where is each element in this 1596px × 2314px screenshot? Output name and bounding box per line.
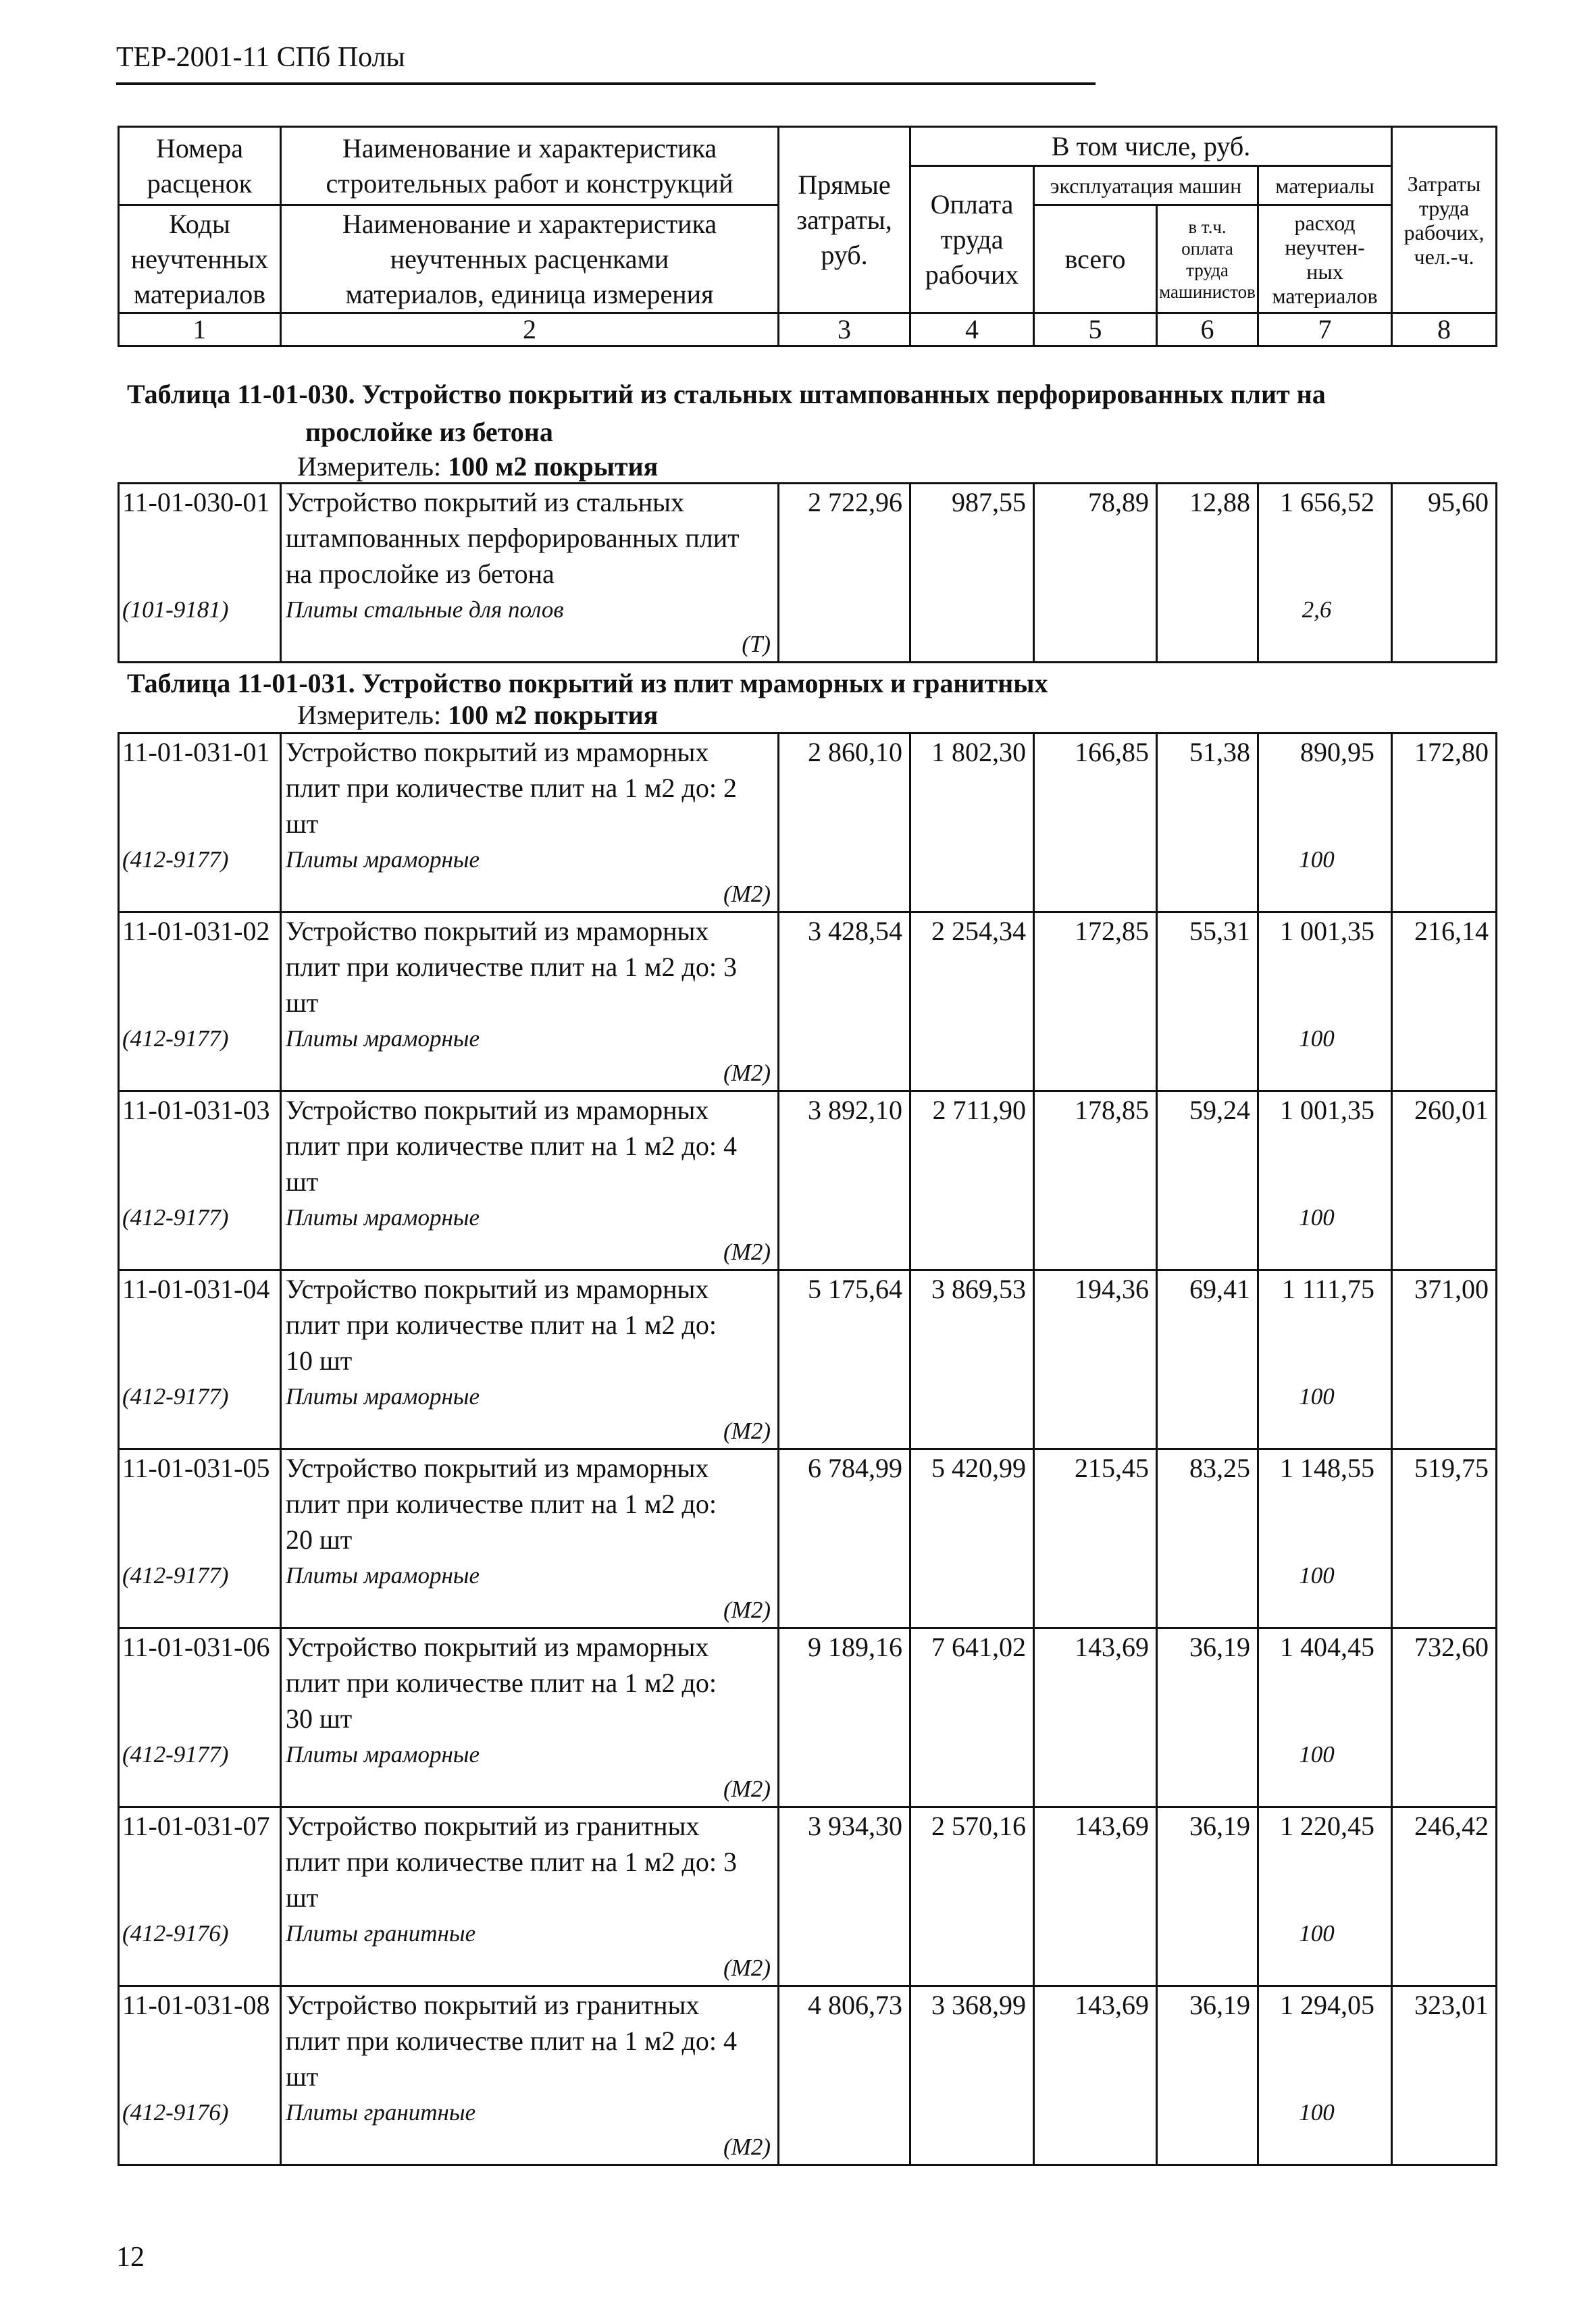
col1-bottom-header: Коды неучтенных материалов <box>119 205 281 313</box>
direct-cost: 3 934,30 <box>779 1807 910 1986</box>
spacer <box>1259 2023 1374 2059</box>
labor-hours: 216,14 <box>1392 912 1497 1091</box>
spacer <box>122 949 280 985</box>
materials-cell <box>1258 912 1392 1091</box>
materials-cost: 1 111,75 <box>1281 1274 1374 1304</box>
spacer <box>122 1343 280 1379</box>
rate-description-cell <box>281 1449 779 1628</box>
spacer <box>1259 1522 1374 1558</box>
materials-cost: 1 294,05 <box>1280 1990 1374 2020</box>
table-row <box>119 1270 1497 1449</box>
material-name: Плиты мраморные <box>286 1741 480 1768</box>
material-quantity: 100 <box>1299 1204 1335 1231</box>
rate-code-cell <box>119 1628 281 1807</box>
material-quantity: 100 <box>1299 1025 1335 1052</box>
spacer <box>122 556 280 592</box>
rate-code-cell <box>119 912 281 1091</box>
spacer <box>122 1880 280 1916</box>
spacer <box>122 1522 280 1558</box>
spacer <box>122 2023 280 2059</box>
material-unit: (М2) <box>723 1776 771 1802</box>
direct-cost: 2 722,96 <box>779 484 910 663</box>
labor-hours: 323,01 <box>1392 1986 1497 2165</box>
rate-description-line: Устройство покрытий из мраморных <box>286 1095 709 1125</box>
spacer <box>1259 949 1374 985</box>
material-unit: (М2) <box>723 1597 771 1623</box>
labor-cost: 987,55 <box>910 484 1034 663</box>
rate-description-cell <box>281 1091 779 1270</box>
materials-cost: 1 404,45 <box>1280 1632 1374 1662</box>
material-quantity: 100 <box>1299 2099 1335 2126</box>
section-title-030: Таблица 11-01-030. Устройство покрытий из стальных штампованных перфорированных плит на прослойке из бетона <box>127 379 1326 447</box>
rate-description-cell <box>281 1270 779 1449</box>
labor-cost: 2 570,16 <box>910 1807 1034 1986</box>
col3-header: Прямые затраты, руб. <box>779 127 910 313</box>
spacer <box>1259 556 1374 592</box>
labor-cost: 3 368,99 <box>910 1986 1034 2165</box>
labor-cost: 2 711,90 <box>910 1091 1034 1270</box>
labor-hours: 172,80 <box>1392 734 1497 912</box>
rate-code: 11-01-030-01 <box>122 487 270 517</box>
col6-header: в т.ч. оплата труда машинистов <box>1157 205 1258 313</box>
rate-description-line: плит при количестве плит на 1 м2 до: 3 <box>286 1847 738 1877</box>
table-row <box>119 1091 1497 1270</box>
materials-cell <box>1258 1449 1392 1628</box>
rate-description-line: Устройство покрытий из гранитных <box>286 1990 700 2020</box>
rate-code: 11-01-031-05 <box>122 1453 270 1483</box>
rate-code-cell <box>119 1807 281 1986</box>
material-quantity: 100 <box>1299 846 1335 873</box>
col2-top-header: Наименование и характеристика строительных работ и конструкций <box>281 127 779 205</box>
material-unit: (М2) <box>723 1239 771 1265</box>
machines-cost: 166,85 <box>1034 734 1157 912</box>
material-code: (412-9177) <box>122 846 229 873</box>
labor-hours: 371,00 <box>1392 1270 1497 1449</box>
spacer <box>1259 985 1374 1021</box>
rate-code-cell <box>119 1270 281 1449</box>
direct-cost: 2 860,10 <box>779 734 910 912</box>
labor-cost: 5 420,99 <box>910 1449 1034 1628</box>
material-unit: (М2) <box>723 2134 771 2160</box>
direct-cost: 5 175,64 <box>779 1270 910 1449</box>
materials-header: материалы <box>1258 166 1392 205</box>
table-row <box>119 484 1497 663</box>
col8-header: Затраты труда рабочих, чел.-ч. <box>1392 127 1497 313</box>
rate-description-line: плит при количестве плит на 1 м2 до: 3 <box>286 952 738 982</box>
spacer <box>1259 2059 1374 2094</box>
material-name: Плиты мраморные <box>286 1383 480 1410</box>
spacer <box>1259 770 1374 806</box>
rate-description-line: плит при количестве плит на 1 м2 до: <box>286 1489 717 1519</box>
material-unit: (М2) <box>723 1418 771 1444</box>
material-quantity: 100 <box>1299 1920 1335 1947</box>
operators-cost: 36,19 <box>1157 1986 1258 2165</box>
materials-cell <box>1258 1628 1392 1807</box>
table-row <box>119 1986 1497 2165</box>
rate-code-cell <box>119 734 281 912</box>
rate-code-cell <box>119 1091 281 1270</box>
labor-hours: 246,42 <box>1392 1807 1497 1986</box>
table-row <box>119 1807 1497 1986</box>
rates-table-031 <box>118 732 1497 2166</box>
section-measure-030: Измеритель: 100 м2 покрытия <box>297 451 659 482</box>
section-measure-031: Измеритель: 100 м2 покрытия <box>297 700 659 730</box>
rate-description-line: 10 шт <box>286 1345 353 1376</box>
materials-cost: 890,95 <box>1300 737 1374 767</box>
table-row <box>119 912 1497 1091</box>
materials-cost: 1 656,52 <box>1280 487 1374 517</box>
operators-cost: 12,88 <box>1157 484 1258 663</box>
rate-description-line: плит при количестве плит на 1 м2 до: <box>286 1668 717 1698</box>
page-header <box>116 39 1096 85</box>
spacer <box>1259 1880 1374 1916</box>
rate-description-line: шт <box>286 808 319 839</box>
rates-table-030 <box>118 482 1497 663</box>
machines-cost: 143,69 <box>1034 1628 1157 1807</box>
page-number: 12 <box>116 2242 145 2273</box>
rate-description-line: шт <box>286 987 319 1018</box>
operators-cost: 69,41 <box>1157 1270 1258 1449</box>
rate-description-cell <box>281 1986 779 2165</box>
column-number: 5 <box>1034 313 1157 346</box>
material-name: Плиты мраморные <box>286 1025 480 1052</box>
column-number: 2 <box>281 313 779 346</box>
rate-description-line: на прослойке из бетона <box>286 559 555 589</box>
spacer <box>122 1844 280 1880</box>
rate-description-line: шт <box>286 1166 319 1197</box>
rate-description-line: шт <box>286 1882 319 1913</box>
spacer <box>122 1701 280 1737</box>
material-code: (412-9177) <box>122 1383 229 1410</box>
incl-header: В том числе, руб. <box>910 127 1392 166</box>
material-name: Плиты мраморные <box>286 1204 480 1231</box>
spacer <box>122 1307 280 1343</box>
labor-cost: 2 254,34 <box>910 912 1034 1091</box>
rate-code: 11-01-031-07 <box>122 1811 270 1841</box>
table-row <box>119 1628 1497 1807</box>
rate-description-cell <box>281 734 779 912</box>
labor-hours: 260,01 <box>1392 1091 1497 1270</box>
labor-hours: 95,60 <box>1392 484 1497 663</box>
material-code: (412-9176) <box>122 1920 229 1947</box>
rate-description-line: плит при количестве плит на 1 м2 до: 2 <box>286 773 738 803</box>
materials-cost: 1 001,35 <box>1280 1095 1374 1125</box>
material-code: (412-9177) <box>122 1562 229 1589</box>
document-title: ТЕР-2001-11 СПб Полы <box>116 42 405 73</box>
spacer <box>122 806 280 842</box>
materials-cost: 1 148,55 <box>1280 1453 1374 1483</box>
table-row <box>119 1449 1497 1628</box>
material-code: (101-9181) <box>122 596 229 623</box>
rate-code-cell <box>119 1449 281 1628</box>
labor-cost: 3 869,53 <box>910 1270 1034 1449</box>
materials-cost: 1 001,35 <box>1280 916 1374 946</box>
direct-cost: 3 892,10 <box>779 1091 910 1270</box>
labor-cost: 1 802,30 <box>910 734 1034 912</box>
spacer <box>1259 1665 1374 1701</box>
labor-hours: 519,75 <box>1392 1449 1497 1628</box>
rate-code-cell <box>119 484 281 663</box>
materials-cell <box>1258 1270 1392 1449</box>
spacer <box>1259 1701 1374 1737</box>
col4-header: Оплата труда рабочих <box>910 166 1034 313</box>
material-unit: (М2) <box>723 1060 771 1086</box>
material-code: (412-9177) <box>122 1204 229 1231</box>
material-code: (412-9176) <box>122 2099 229 2126</box>
section-title-031: Таблица 11-01-031. Устройство покрытий из плит мраморных и гранитных <box>127 668 1048 698</box>
materials-cell <box>1258 1807 1392 1986</box>
labor-hours: 732,60 <box>1392 1628 1497 1807</box>
material-code: (412-9177) <box>122 1741 229 1768</box>
direct-cost: 4 806,73 <box>779 1986 910 2165</box>
spacer <box>122 1128 280 1164</box>
col2-bottom-header: Наименование и характеристика неучтенных расценками материалов, единица измерения <box>281 205 779 313</box>
rate-description-cell <box>281 1807 779 1986</box>
materials-cell <box>1258 1986 1392 2165</box>
materials-cell <box>1258 734 1392 912</box>
rate-description-line: Устройство покрытий из мраморных <box>286 916 709 946</box>
operators-cost: 51,38 <box>1157 734 1258 912</box>
rate-description-line: плит при количестве плит на 1 м2 до: 4 <box>286 1131 738 1161</box>
column-number: 7 <box>1258 313 1392 346</box>
rate-code: 11-01-031-06 <box>122 1632 270 1662</box>
rate-description-line: Устройство покрытий из мраморных <box>286 1632 709 1662</box>
col1-top-header: Номера расценок <box>119 127 281 205</box>
col7-header: расход неучтен- ных материалов <box>1258 205 1392 313</box>
column-number: 3 <box>779 313 910 346</box>
spacer <box>122 1486 280 1522</box>
operators-cost: 36,19 <box>1157 1807 1258 1986</box>
spacer <box>1259 1486 1374 1522</box>
spacer <box>1259 520 1374 556</box>
rate-description-line: Устройство покрытий из гранитных <box>286 1811 700 1841</box>
column-number: 6 <box>1157 313 1258 346</box>
material-name: Плиты гранитные <box>286 2099 476 2126</box>
rate-code: 11-01-031-04 <box>122 1274 270 1304</box>
spacer <box>1259 1844 1374 1880</box>
direct-cost: 3 428,54 <box>779 912 910 1091</box>
material-quantity: 100 <box>1299 1562 1335 1589</box>
spacer <box>122 1665 280 1701</box>
material-quantity: 100 <box>1299 1383 1335 1410</box>
spacer <box>122 985 280 1021</box>
rate-description-cell <box>281 484 779 663</box>
rate-description-line: 30 шт <box>286 1703 353 1734</box>
machines-cost: 178,85 <box>1034 1091 1157 1270</box>
machines-cost: 143,69 <box>1034 1986 1157 2165</box>
material-name: Плиты стальные для полов <box>286 596 564 623</box>
material-unit: (Т) <box>742 631 771 657</box>
rate-description-line: Устройство покрытий из мраморных <box>286 1453 709 1483</box>
operators-cost: 36,19 <box>1157 1628 1258 1807</box>
labor-cost: 7 641,02 <box>910 1628 1034 1807</box>
rate-code: 11-01-031-03 <box>122 1095 270 1125</box>
machines-header: эксплуатация машин <box>1034 166 1258 205</box>
spacer <box>122 520 280 556</box>
rate-description-cell <box>281 912 779 1091</box>
material-name: Плиты мраморные <box>286 846 480 873</box>
rate-code: 11-01-031-02 <box>122 916 270 946</box>
rate-description-line: 20 шт <box>286 1524 353 1555</box>
materials-cell <box>1258 1091 1392 1270</box>
machines-cost: 172,85 <box>1034 912 1157 1091</box>
rate-code: 11-01-031-08 <box>122 1990 270 2020</box>
spacer <box>122 1164 280 1200</box>
spacer <box>1259 1343 1374 1379</box>
rate-description-line: Устройство покрытий из мраморных <box>286 737 709 767</box>
spacer <box>1259 1307 1374 1343</box>
materials-cell <box>1258 484 1392 663</box>
material-unit: (М2) <box>723 881 771 907</box>
operators-cost: 59,24 <box>1157 1091 1258 1270</box>
rate-description-line: Устройство покрытий из стальных <box>286 487 685 517</box>
col5-header: всего <box>1034 205 1157 313</box>
material-name: Плиты мраморные <box>286 1562 480 1589</box>
rate-description-line: плит при количестве плит на 1 м2 до: 4 <box>286 2026 738 2056</box>
rate-description-cell <box>281 1628 779 1807</box>
spacer <box>1259 806 1374 842</box>
machines-cost: 78,89 <box>1034 484 1157 663</box>
spacer <box>122 770 280 806</box>
machines-cost: 194,36 <box>1034 1270 1157 1449</box>
material-name: Плиты гранитные <box>286 1920 476 1947</box>
operators-cost: 83,25 <box>1157 1449 1258 1628</box>
materials-cost: 1 220,45 <box>1280 1811 1374 1841</box>
rate-code: 11-01-031-01 <box>122 737 270 767</box>
direct-cost: 6 784,99 <box>779 1449 910 1628</box>
spacer <box>1259 1128 1374 1164</box>
spacer <box>122 2059 280 2094</box>
material-quantity: 2,6 <box>1302 596 1332 623</box>
material-quantity: 100 <box>1299 1741 1335 1768</box>
direct-cost: 9 189,16 <box>779 1628 910 1807</box>
spacer <box>1259 1164 1374 1200</box>
material-code: (412-9177) <box>122 1025 229 1052</box>
rate-description-line: шт <box>286 2061 319 2092</box>
column-number: 1 <box>119 313 281 346</box>
rate-code-cell <box>119 1986 281 2165</box>
material-unit: (М2) <box>723 1955 771 1981</box>
column-number: 8 <box>1392 313 1497 346</box>
column-number: 4 <box>910 313 1034 346</box>
column-header-table <box>118 126 1497 347</box>
rate-description-line: штампованных перфорированных плит <box>286 523 740 553</box>
machines-cost: 215,45 <box>1034 1449 1157 1628</box>
rate-description-line: плит при количестве плит на 1 м2 до: <box>286 1310 717 1340</box>
rate-description-line: Устройство покрытий из мраморных <box>286 1274 709 1304</box>
machines-cost: 143,69 <box>1034 1807 1157 1986</box>
table-row <box>119 734 1497 912</box>
operators-cost: 55,31 <box>1157 912 1258 1091</box>
